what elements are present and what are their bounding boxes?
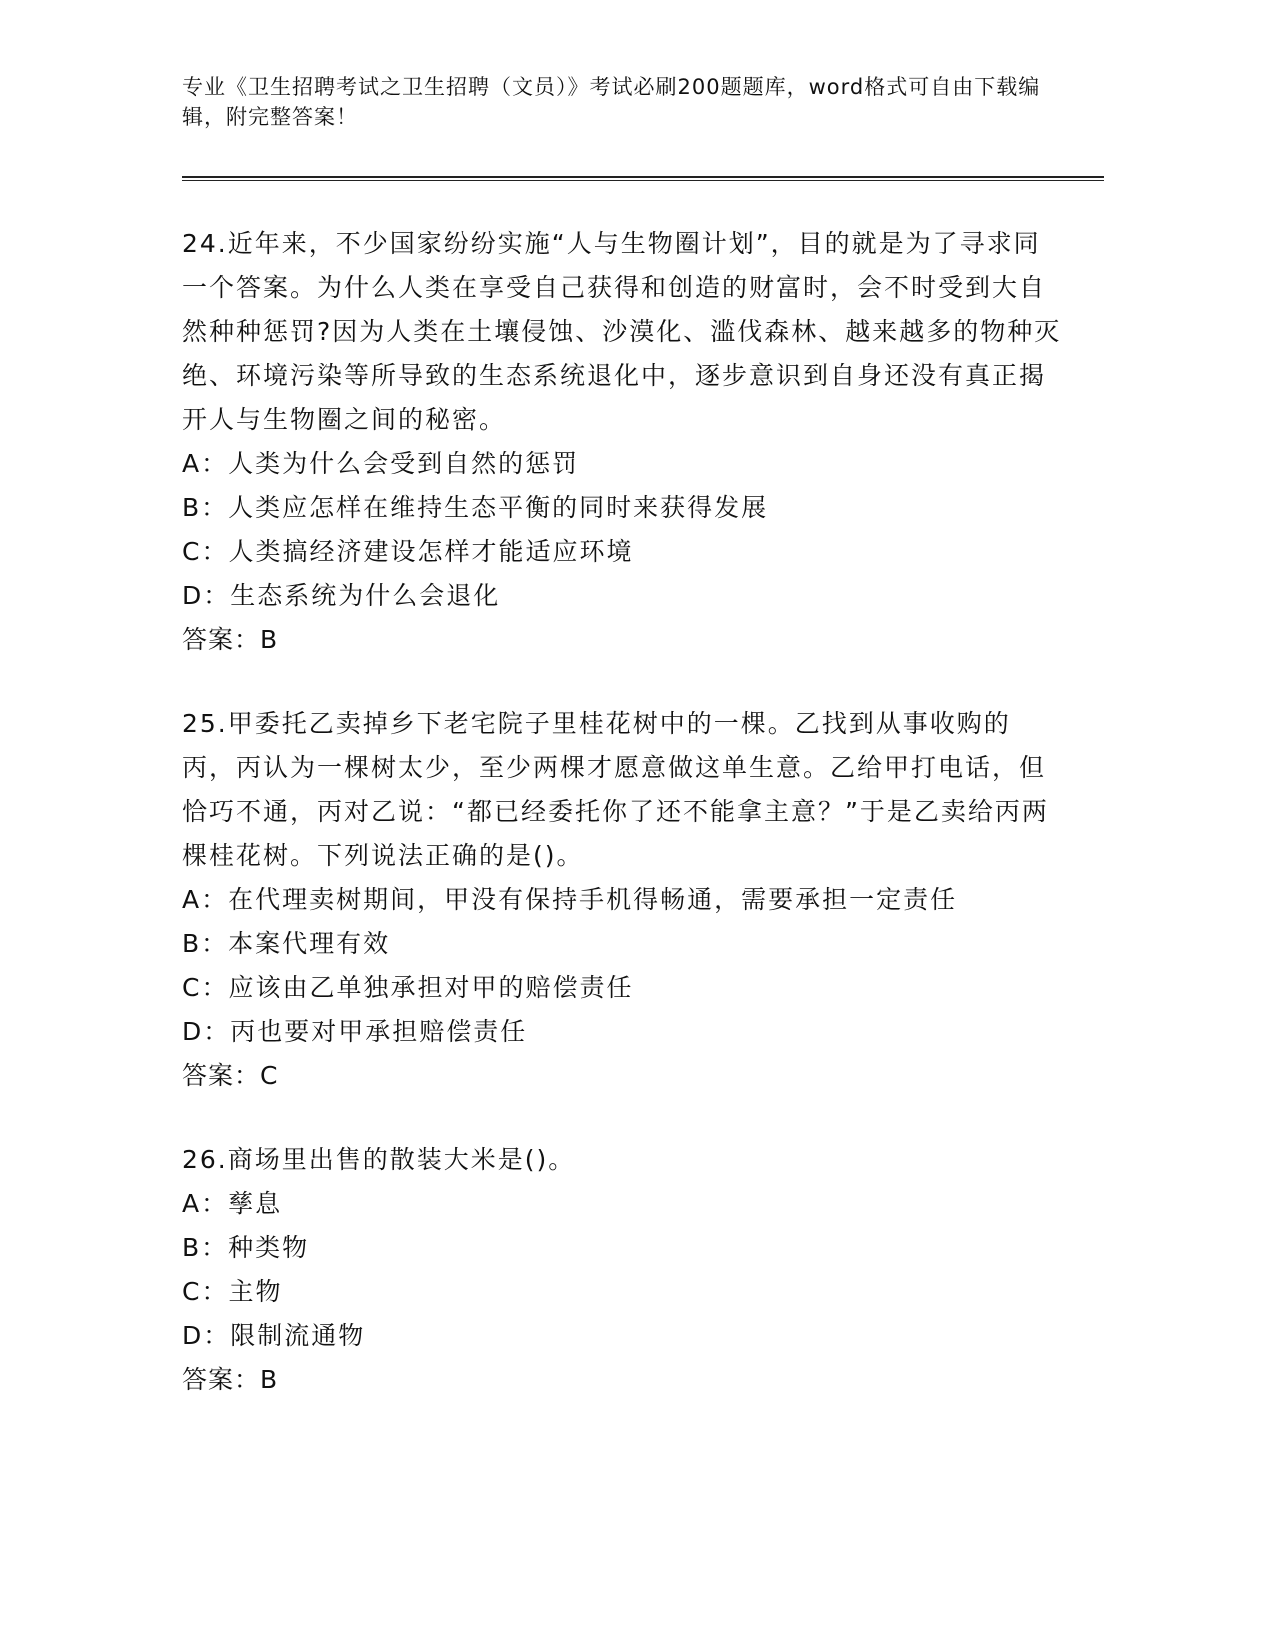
option-c: C：人类搞经济建设怎样才能适应环境 bbox=[182, 537, 634, 566]
question-stem: 26.商场里出售的散装大米是()。 bbox=[182, 1145, 576, 1174]
option-b: B：种类物 bbox=[182, 1233, 310, 1262]
question-26 bbox=[182, 1138, 1062, 1402]
question-list bbox=[182, 222, 1062, 1442]
question-25 bbox=[182, 702, 1062, 1098]
option-d: D：丙也要对甲承担赔偿责任 bbox=[182, 1017, 528, 1046]
header-divider bbox=[182, 176, 1104, 181]
question-24 bbox=[182, 222, 1062, 662]
option-c: C：主物 bbox=[182, 1277, 283, 1306]
option-a: A：人类为什么会受到自然的惩罚 bbox=[182, 449, 580, 478]
question-stem: 24.近年来，不少国家纷纷实施“人与生物圈计划”，目的就是为了寻求同一个答案。为什么人类在享受自己获得和创造的财富时，会不时受到大自然种种惩罚?因为人类在土壤侵蚀、沙漠化、滥伐森林、越来越多的物种灭绝、环境污染等所导致的生态系统退化中，逐步意识到自身还没有真正揭开人与生物圈之间的秘密。 bbox=[182, 229, 1062, 434]
option-a: A：在代理卖树期间，甲没有保持手机得畅通，需要承担一定责任 bbox=[182, 885, 958, 914]
answer: 答案：B bbox=[182, 1365, 279, 1394]
answer: 答案：B bbox=[182, 625, 279, 654]
question-stem: 25.甲委托乙卖掉乡下老宅院子里桂花树中的一棵。乙找到从事收购的丙，丙认为一棵树太少，至少两棵才愿意做这单生意。乙给甲打电话，但恰巧不通，丙对乙说：“都已经委托你了还不能拿主意？”于是乙卖给丙两棵桂花树。下列说法正确的是()。 bbox=[182, 709, 1049, 870]
option-b: B：本案代理有效 bbox=[182, 929, 391, 958]
page-header: 专业《卫生招聘考试之卫生招聘（文员）》考试必刷200题题库，word格式可自由下载编辑，附完整答案！ bbox=[182, 75, 1041, 129]
answer: 答案：C bbox=[182, 1061, 279, 1090]
option-d: D：限制流通物 bbox=[182, 1321, 366, 1350]
option-c: C：应该由乙单独承担对甲的赔偿责任 bbox=[182, 973, 634, 1002]
option-a: A：孳息 bbox=[182, 1189, 283, 1218]
option-d: D：生态系统为什么会退化 bbox=[182, 581, 501, 610]
option-b: B：人类应怎样在维持生态平衡的同时来获得发展 bbox=[182, 493, 769, 522]
